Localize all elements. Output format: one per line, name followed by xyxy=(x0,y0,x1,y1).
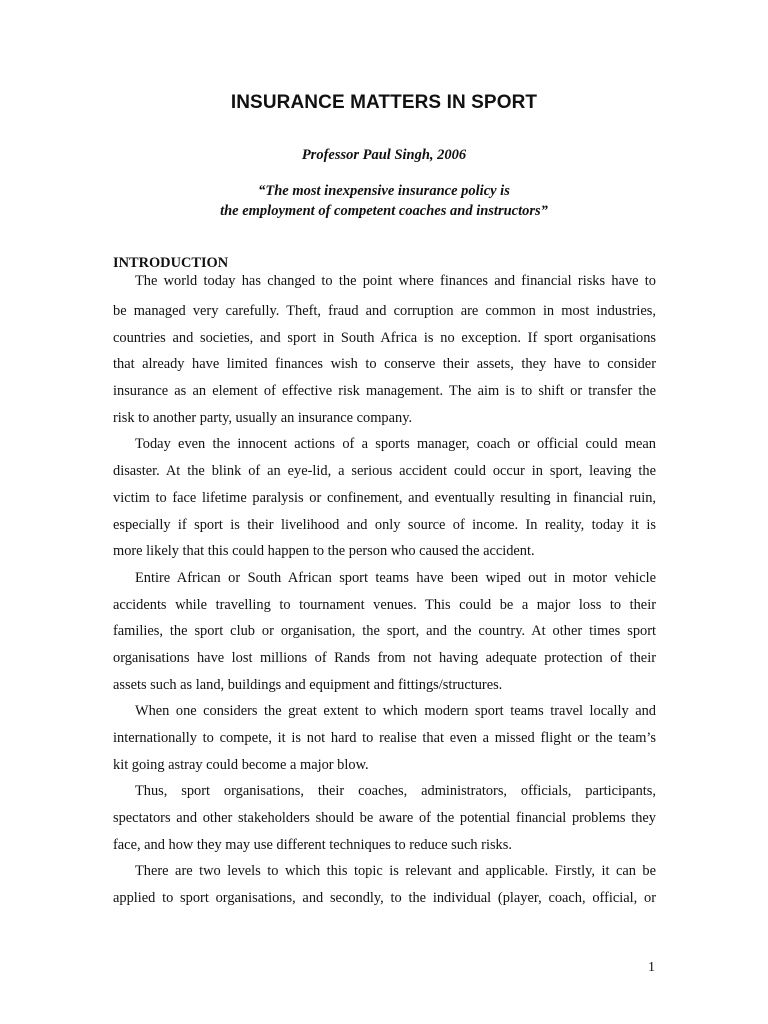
paragraph-line: that already have limited finances wish to conserve their assets, they have to consider xyxy=(113,356,656,373)
epigraph-line: “The most inexpensive insurance policy is xyxy=(258,183,510,199)
paragraph-line: risk to another party, usually an insurance company. xyxy=(113,409,413,426)
paragraph-line: especially if sport is their livelihood and only source of income. In reality, today it is xyxy=(113,516,656,533)
paragraph-line: organisations have lost millions of Rands from not having adequate protection of their xyxy=(113,649,656,666)
author-line: Professor Paul Singh, 2006 xyxy=(301,147,467,163)
epigraph-quote xyxy=(0,181,768,221)
paragraph-line: kit going astray could become a major blow. xyxy=(113,756,369,773)
paragraph xyxy=(113,778,656,858)
paragraph-line: families, the sport club or organisation, the sport, and the country. At other times sport xyxy=(113,623,656,640)
document-body xyxy=(113,254,656,912)
paragraph-line: assets such as land, buildings and equipment and fittings/structures. xyxy=(113,676,503,693)
paragraph xyxy=(113,565,656,698)
paragraph xyxy=(113,431,656,564)
paragraph xyxy=(113,272,656,431)
paragraph-line: applied to sport organisations, and secondly, to the individual (player, coach, official, or xyxy=(113,890,656,907)
paragraph-line: Thus, sport organisations, their coaches, administrators, officials, participants, xyxy=(135,783,656,800)
paragraph-list xyxy=(113,272,656,912)
epigraph-line: the employment of competent coaches and instructors” xyxy=(220,203,548,219)
paragraph-line: When one considers the great extent to which modern sport teams travel locally and xyxy=(135,703,656,720)
paragraph-line: face, and how they may use different techniques to reduce such risks. xyxy=(113,836,512,853)
paragraph-line: be managed very carefully. Theft, fraud and corruption are common in most industries, xyxy=(113,303,656,319)
paragraph-line: There are two levels to which this topic is relevant and applicable. Firstly, it can be xyxy=(135,863,656,880)
paragraph xyxy=(113,698,656,778)
paragraph-line: Today even the innocent actions of a sports manager, coach or official could mean xyxy=(135,436,656,453)
paragraph-line: spectators and other stakeholders should be aware of the potential financial problems they xyxy=(113,810,656,827)
paragraph-line: The world today has changed to the point where finances and financial risks have to xyxy=(135,273,656,289)
page-number: 1 xyxy=(648,960,655,975)
paragraph-line: Entire African or South African sport teams have been wiped out in motor vehicle xyxy=(135,569,656,586)
document-title: INSURANCE MATTERS IN SPORT xyxy=(230,92,538,113)
paragraph xyxy=(113,858,656,911)
paragraph-line: disaster. At the blink of an eye-lid, a serious accident could occur in sport, leaving the xyxy=(113,463,656,480)
paragraph-line: internationally to compete, it is not hard to realise that even a missed flight or the team’s xyxy=(113,730,656,746)
paragraph-line: accidents while travelling to tournament venues. This could be a major loss to their xyxy=(113,596,656,613)
paragraph-line: countries and societies, and sport in South Africa is no exception. If sport organisations xyxy=(113,329,656,346)
paragraph-line: insurance as an element of effective risk management. The aim is to shift or transfer the xyxy=(113,383,656,400)
paragraph-line: more likely that this could happen to the person who caused the accident. xyxy=(113,543,535,560)
section-heading: INTRODUCTION xyxy=(113,255,229,271)
paragraph-line: victim to face lifetime paralysis or confinement, and eventually resulting in financial ruin, xyxy=(113,489,656,506)
